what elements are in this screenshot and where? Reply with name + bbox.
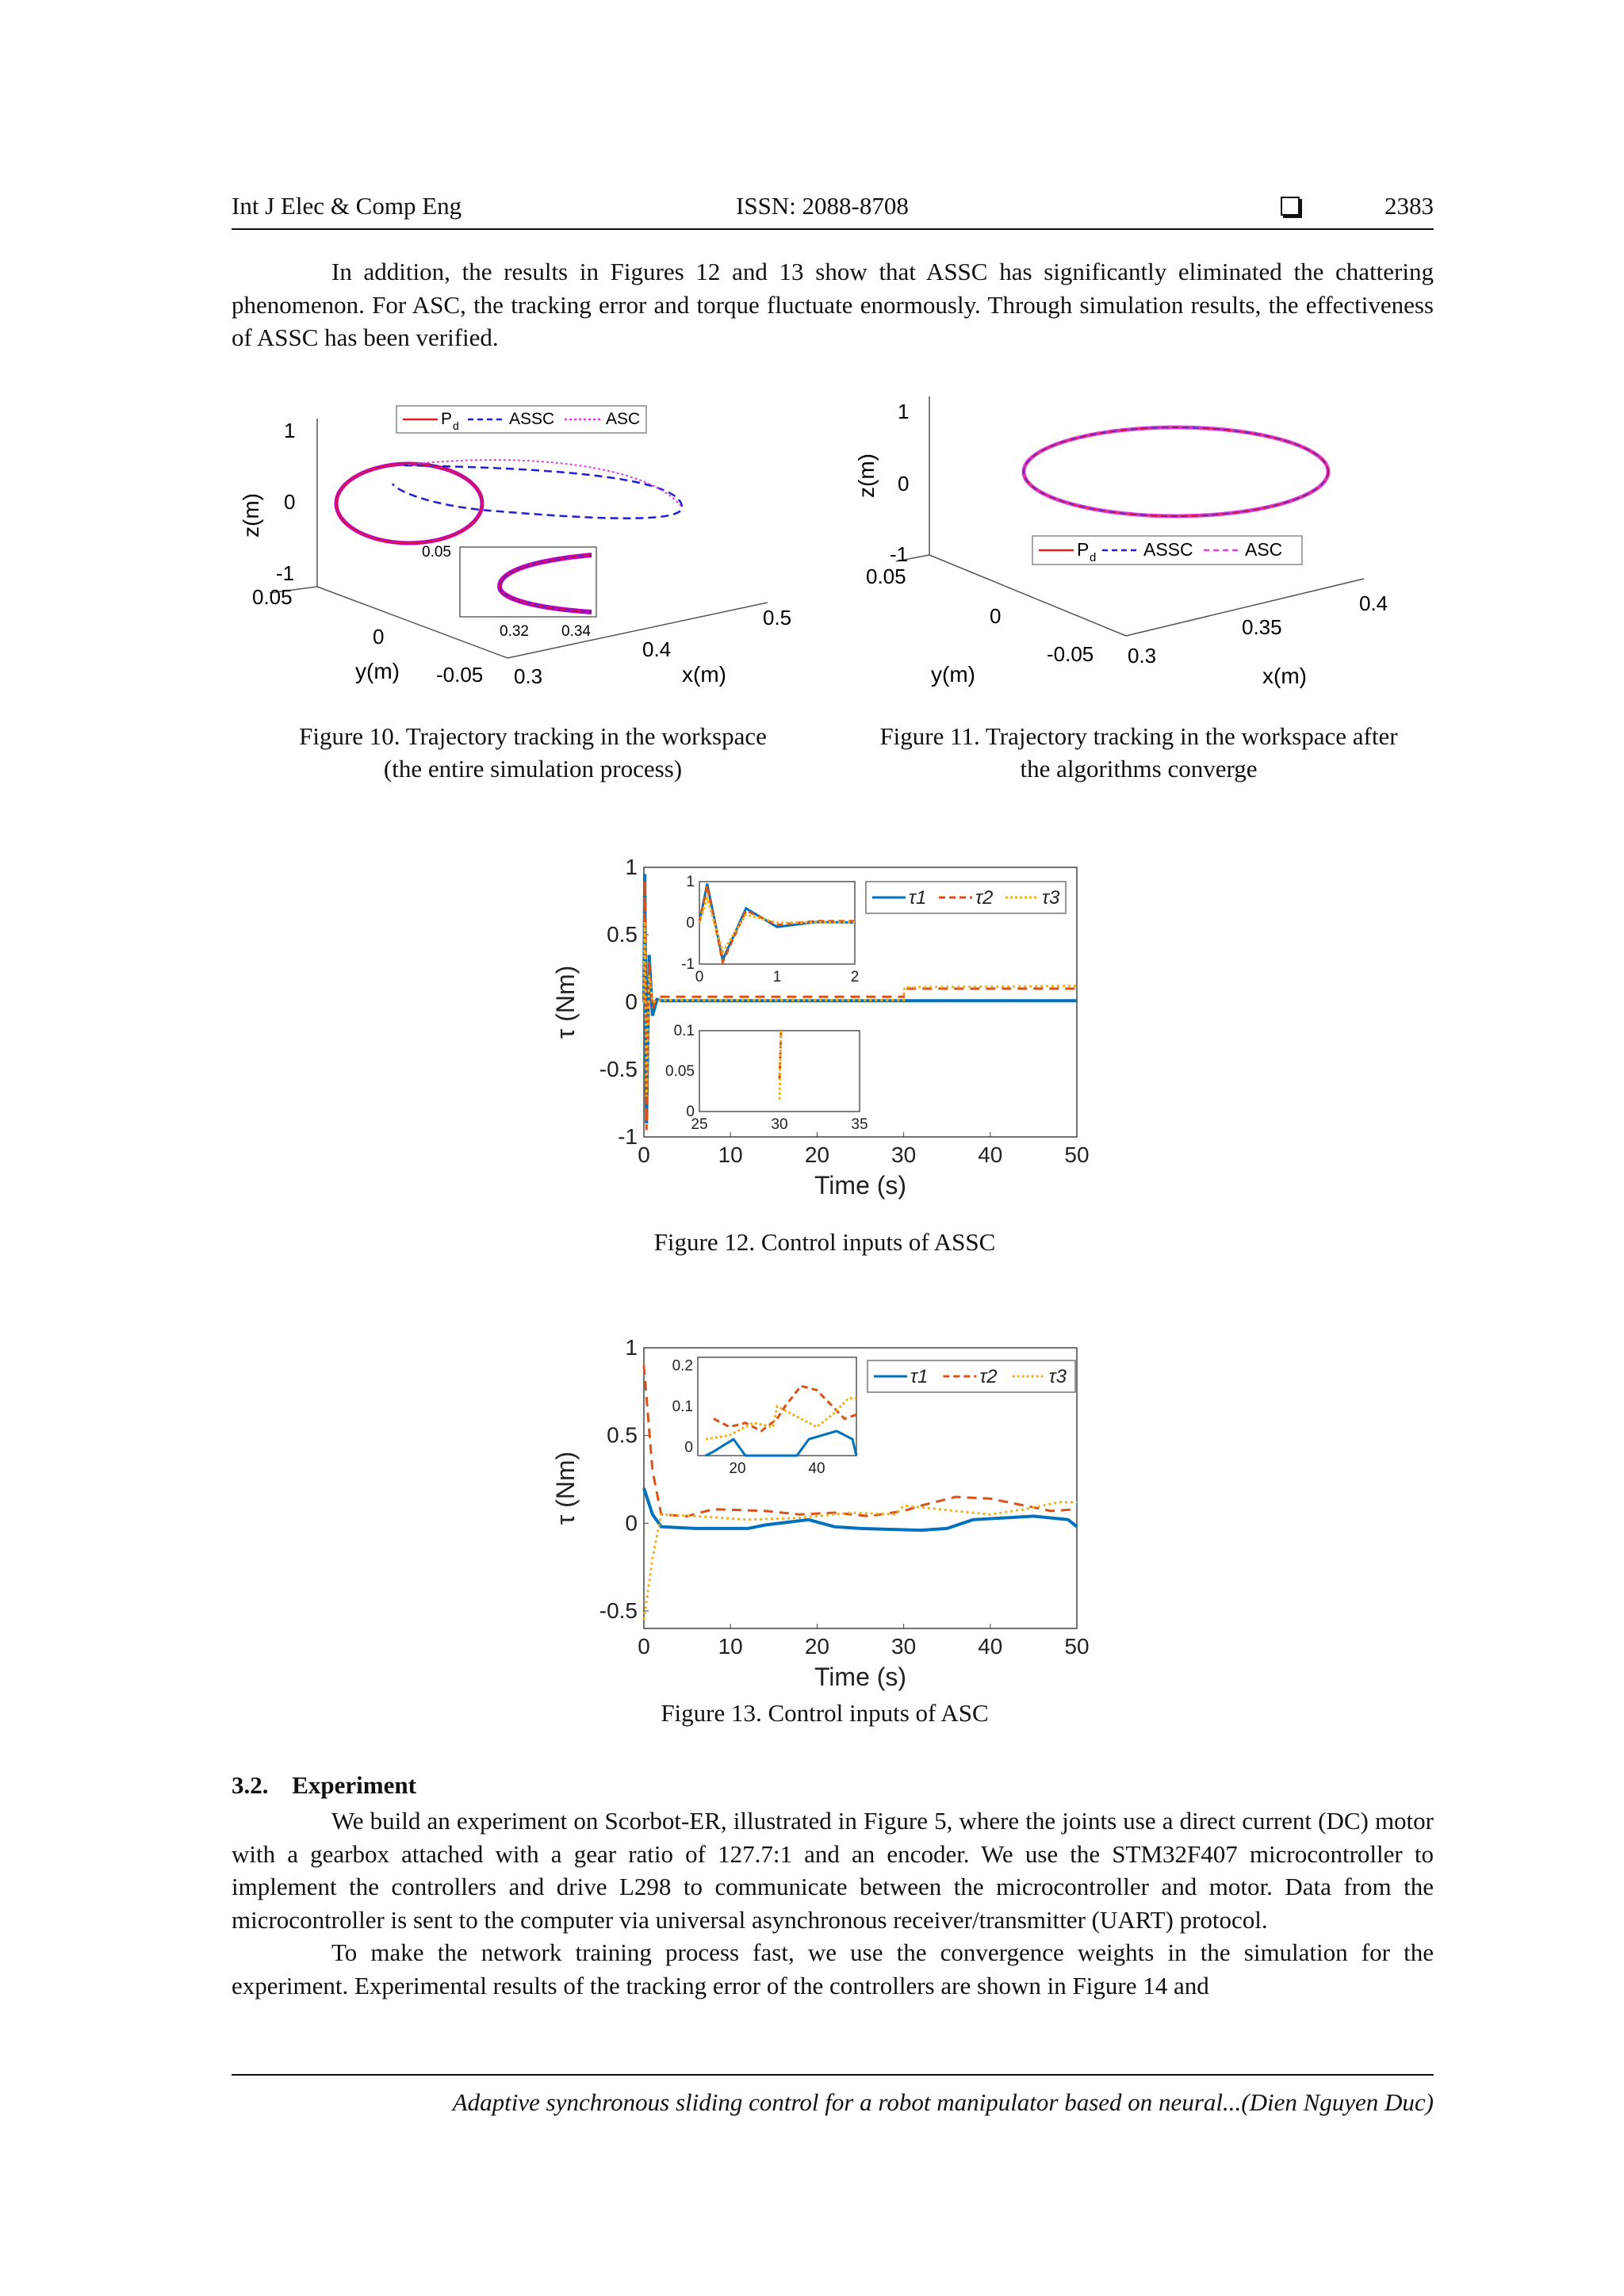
inset-y-tick-label: 0 [686,915,695,932]
fig10-pd-ellipse [336,464,482,543]
inset-y-tick-label: -1 [681,956,695,973]
legend-label-3: τ3 [1042,887,1060,909]
figure-13-chart [551,1316,1094,1691]
svg-text:ASSC: ASSC [509,410,555,428]
legend-label-2: τ2 [979,1366,998,1387]
x-tick-label: 40 [978,1142,1003,1167]
x-tick-label: 10 [718,1142,743,1167]
svg-text:0: 0 [898,472,910,496]
figure-10-caption: Figure 10. Trajectory tracking in the workspace (the entire simulation process) [299,722,767,783]
svg-text:0: 0 [990,604,1002,628]
x-tick-label: 40 [978,1634,1003,1659]
y-tick-label: -0.5 [599,1057,638,1081]
legend-label-3: τ3 [1048,1366,1067,1387]
inset-x-tick-label: 0 [695,969,704,985]
x-tick-label: 0 [638,1142,650,1167]
y-tick-label: 1 [625,1335,638,1360]
inset-x-tick-label: 30 [771,1116,788,1133]
svg-text:0.4: 0.4 [642,637,672,661]
svg-text:1: 1 [898,400,910,423]
inset-y-tick-label: 0.2 [672,1357,693,1375]
svg-text:-0.05: -0.05 [436,663,484,687]
svg-text:0.32: 0.32 [500,623,529,640]
running-footer: Adaptive synchronous sliding control for a robot manipulator based on neural...(Dien Nguyen Duc) [232,2074,1434,2117]
x-tick-label: 0 [638,1634,650,1659]
y-axis-label: τ (Nm) [551,1451,580,1525]
svg-text:0.05: 0.05 [252,585,293,609]
svg-text:-1: -1 [276,561,295,585]
x-tick-label: 30 [891,1634,917,1659]
svg-text:y(m): y(m) [931,662,975,687]
svg-text:0.34: 0.34 [561,623,591,640]
svg-text:x(m): x(m) [1262,664,1307,688]
svg-text:P: P [1077,539,1090,560]
y-tick-label: 0.5 [607,922,638,947]
y-tick-label: 0.5 [607,1422,638,1448]
box-icon [1281,197,1300,216]
svg-text:0.05: 0.05 [422,544,451,561]
svg-text:-1: -1 [890,542,909,566]
inset-y-tick-label: 0.05 [665,1063,695,1080]
legend-label-1: τ1 [910,1366,929,1387]
figure-13-caption: Figure 13. Control inputs of ASC [661,1699,989,1727]
inset-y-tick-label: 1 [686,874,695,890]
experiment-paragraph: To make the network training process fast, we use the convergence weights in the simulation for the experiment. Experimental results of the tracking error of the controllers are shown in Figure 14 and [232,1938,1434,1999]
section-heading: 3.2. Experiment [232,1771,416,1799]
y-tick-label: 0 [625,989,638,1014]
figure-11-caption: Figure 11. Trajectory tracking in the workspace after the algorithms converge [879,722,1398,783]
svg-text:x(m): x(m) [682,662,726,687]
y-tick-label: -0.5 [599,1598,638,1623]
figure-12-chart [551,840,1094,1213]
page-number: 2383 [1385,192,1434,220]
svg-text:d: d [1090,551,1097,564]
x-tick-label: 50 [1064,1142,1090,1167]
svg-text:0.35: 0.35 [1242,615,1282,639]
svg-text:1: 1 [284,419,296,442]
svg-text:z(m): z(m) [854,453,879,498]
inset-y-tick-label: 0 [686,1104,695,1120]
x-axis-label: Time (s) [814,1171,907,1200]
legend-label-1: τ1 [909,887,927,909]
svg-text:P: P [441,410,453,428]
running-header [232,189,1434,230]
y-axis-label: τ (Nm) [551,965,580,1039]
inset-x-tick-label: 20 [729,1460,746,1477]
svg-text:0: 0 [373,625,385,649]
svg-text:ASC: ASC [1245,539,1283,560]
svg-text:d: d [453,419,459,432]
y-tick-label: 0 [625,1510,638,1536]
inset-series-3 [779,1031,781,1100]
inset-x-tick-label: 1 [772,969,782,985]
svg-text:0: 0 [284,490,296,514]
figure-11-plot [856,388,1427,706]
inset-x-tick-label: 25 [691,1116,708,1133]
inset-y-tick-label: 0 [684,1439,693,1456]
svg-text:ASC: ASC [606,410,641,428]
figure-10-plot [238,388,809,706]
figure-12-caption: Figure 12. Control inputs of ASSC [653,1228,996,1256]
y-tick-label: 1 [625,855,638,879]
inset-x-tick-label: 2 [850,969,860,985]
x-tick-label: 50 [1064,1634,1090,1659]
svg-text:0.4: 0.4 [1359,591,1388,615]
inset-y-tick-label: 0.1 [672,1399,693,1415]
intro-paragraph: In addition, the results in Figures 12 and 13 show that ASSC has significantly eliminated the chattering phenomenon. For ASC, the tracking error and torque fluctuate enormously. Through simulation results, the effectiveness of ASSC has been verified. [232,258,1434,351]
svg-text:ASSC: ASSC [1143,539,1193,560]
journal-name: Int J Elec & Comp Eng [232,192,462,220]
svg-text:z(m): z(m) [239,493,263,538]
fig10-assc-path [393,465,682,519]
x-tick-label: 10 [718,1634,743,1659]
x-tick-label: 20 [804,1634,829,1659]
svg-text:-0.05: -0.05 [1047,642,1094,666]
x-axis-label: Time (s) [814,1663,907,1691]
issn: ISSN: 2088-8708 [736,192,909,220]
y-tick-label: -1 [618,1124,638,1149]
legend-label-2: τ2 [975,887,994,909]
svg-text:0.3: 0.3 [514,664,543,688]
inset-x-tick-label: 35 [851,1116,868,1133]
experiment-text [232,1804,1434,2002]
svg-text:0.5: 0.5 [763,606,792,629]
experiment-paragraph: We build an experiment on Scorbot-ER, illustrated in Figure 5, where the joints use a direct current (DC) motor with a gearbox attached with a gear ratio of 127.7:1 and an encoder. We use the STM32F407 microcontroller to implement the controllers and drive L298 to communicate between the microcontroller and motor. Data from the microcontroller is sent to the computer via universal asynchronous receiver/transmitter (UART) protocol. [232,1807,1434,1934]
inset-y-tick-label: 0.1 [673,1023,695,1039]
svg-text:0.05: 0.05 [866,564,906,588]
inset-x-tick-label: 40 [808,1460,825,1477]
svg-text:y(m): y(m) [355,659,400,683]
x-tick-label: 30 [891,1142,917,1167]
svg-text:0.3: 0.3 [1128,644,1157,668]
x-tick-label: 20 [804,1142,829,1167]
